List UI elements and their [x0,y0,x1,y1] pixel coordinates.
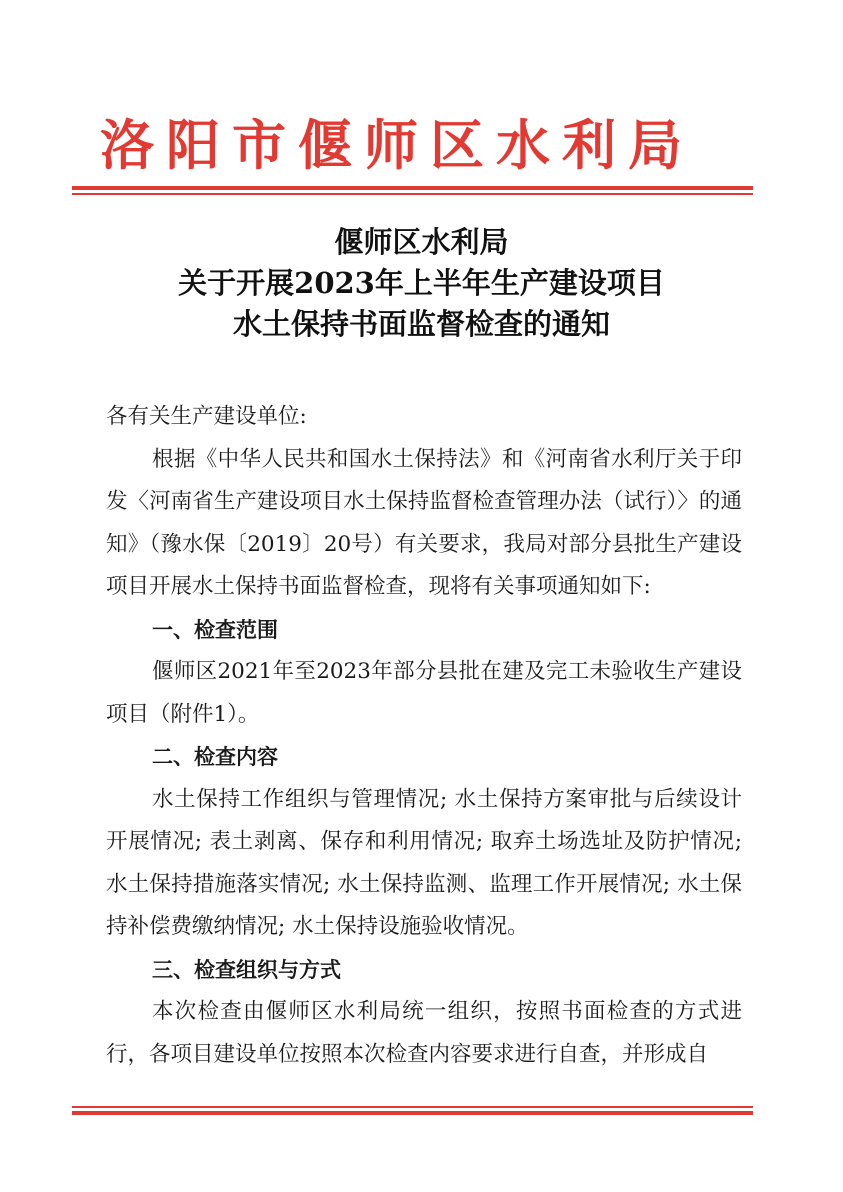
salutation: 各有关生产建设单位: [106,404,307,429]
content-paragraph: 水土保持工作组织与管理情况; 水土保持方案审批与后续设计开展情况; 表土剥离、保存和利用情况; 取弃土场选址及防护情况; 水土保持措施落实情况; 水土保持监测、监理工作开展情况; 水土保持补偿费缴纳情况; 水土保持设施验收情况。 [106,786,742,939]
section-heading-organization: 三、检查组织与方式 [152,957,341,982]
organization-paragraph: 本次检查由偃师区水利局统一组织，按照书面检查的方式进行，各项目建设单位按照本次检查内容要求进行自查，并形成自 [106,999,742,1067]
section-heading-content: 二、检查内容 [152,745,278,769]
scope-paragraph: 偃师区2021年至2023年部分县批在建及完工未验收生产建设项目（附件1）。 [106,659,742,727]
section-heading-scope: 一、检查范围 [152,617,278,642]
title-line-1: 偃师区水利局 [334,225,509,259]
intro-paragraph: 根据《中华人民共和国水土保持法》和《河南省水利厅关于印发〈河南省生产建设项目水土保持监督检查管理办法（试行）〉的通知》（豫水保〔2019〕20号）有关要求，我局对部分县批生产建设项目开展水土保持书面监督检查，现将有关事项通知如下: [106,446,742,599]
title-line-2: 关于开展2023年上半年生产建设项目 [178,266,665,300]
footer-red-rule [72,1106,753,1115]
masthead-red-rule [72,186,753,195]
document-body [106,396,742,1076]
title-line-3: 水土保持书面监督检查的通知 [232,307,610,341]
masthead-agency-name: 洛阳市偃师区水利局 [100,113,694,177]
document-title [0,222,843,345]
